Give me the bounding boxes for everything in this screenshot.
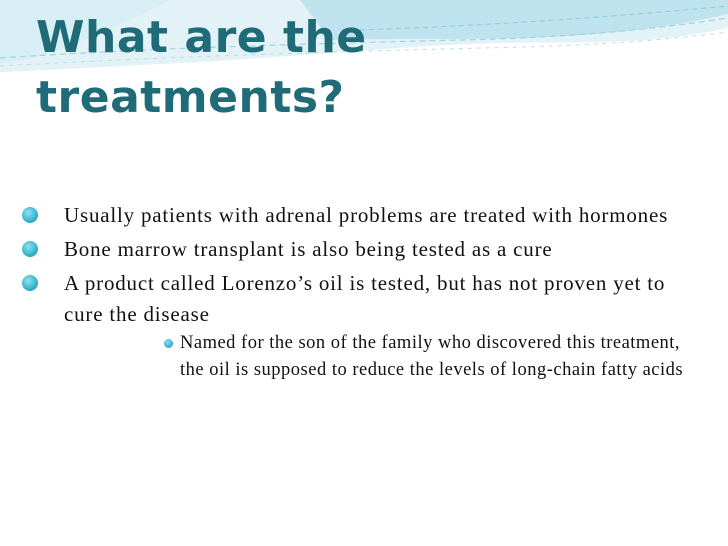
bullet-item xyxy=(22,268,682,384)
sub-bullet-text: Named for the son of the family who discovered this treatment, the oil is supposed to reduce the levels of long-chain fatty acids xyxy=(180,333,684,380)
bullet-item xyxy=(22,200,682,231)
bullet-text: Bone marrow transplant is also being tested as a cure xyxy=(64,237,553,261)
title-line-1: What are the xyxy=(36,12,367,63)
slide-title xyxy=(36,8,516,128)
title-line-2: treatments? xyxy=(36,72,345,123)
bullet-text: A product called Lorenzo’s oil is tested, but has not proven yet to cure the disease xyxy=(64,271,666,326)
bullet-item xyxy=(22,234,682,265)
bullet-text: Usually patients with adrenal problems are treated with hormones xyxy=(64,203,669,227)
sub-bullet-item xyxy=(164,330,684,384)
bullet-list xyxy=(22,200,682,387)
round-blue-bullet-icon xyxy=(22,275,38,291)
round-blue-bullet-icon xyxy=(22,207,38,223)
sub-bullet-list xyxy=(164,330,684,384)
round-blue-bullet-icon xyxy=(22,241,38,257)
small-blue-bullet-icon xyxy=(164,339,173,348)
